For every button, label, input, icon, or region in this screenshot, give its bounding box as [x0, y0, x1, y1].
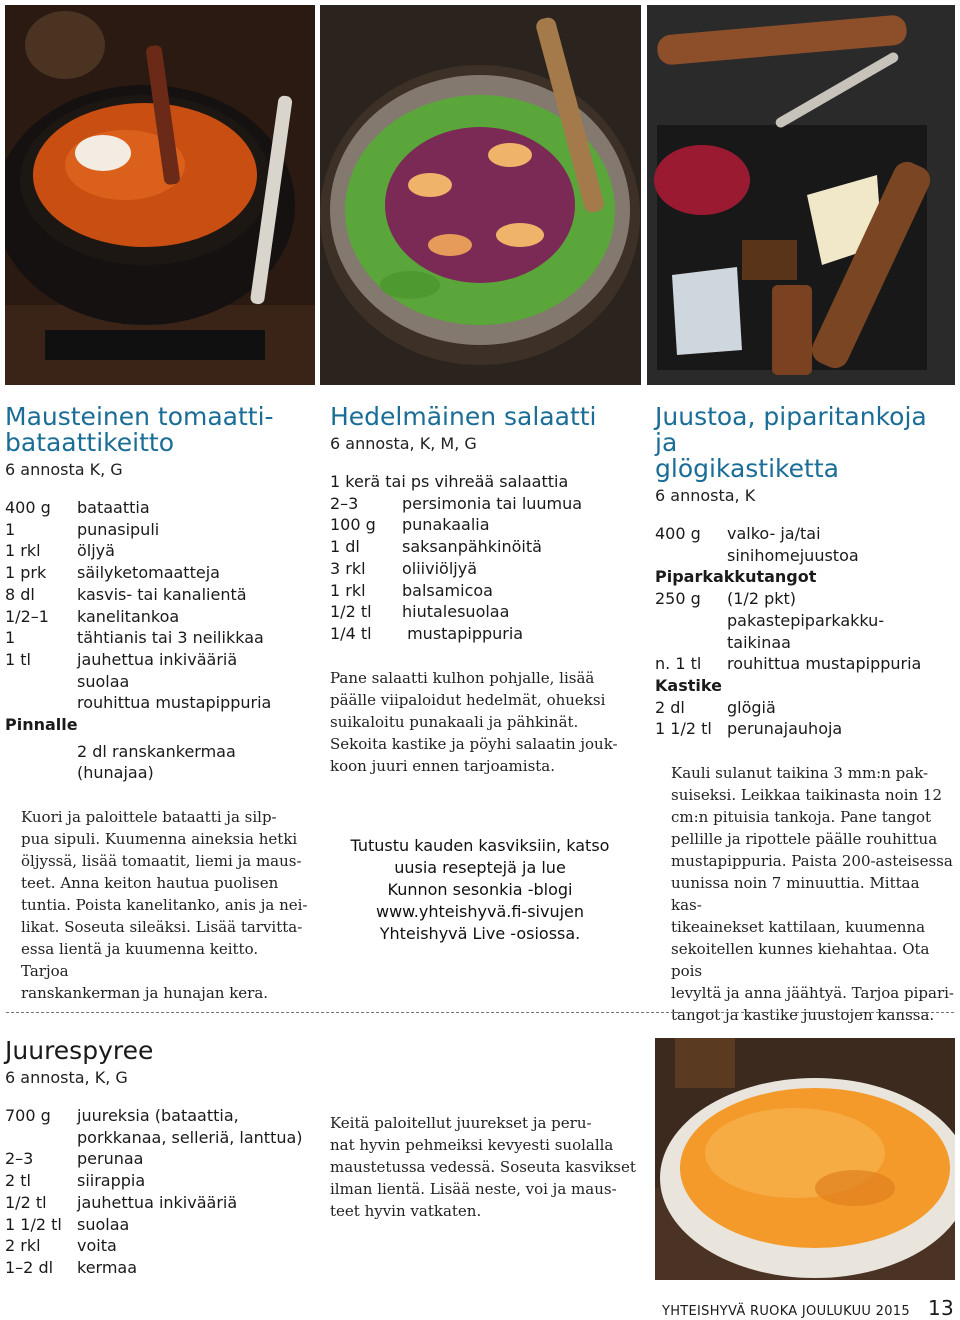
title-line: glögikastiketta — [655, 454, 839, 483]
ingredient-row: porkkanaa, selleriä, lanttua) — [77, 1127, 303, 1147]
ingredient-list — [5, 497, 271, 714]
ingredient-row: 400 g valko- ja/tai sinihomejuustoa — [655, 524, 859, 565]
tip-box: Tutustu kauden kasviksiin, katso uusia reseptejä ja lue Kunnon sesonkia -blogi www.yhteishyvä.fi-sivujen Yhteishyvä Live -osiossa. — [350, 835, 610, 943]
method-text: Kauli sulanut taikina 3 mm:n pak- suiseksi. Leikkaa taikinasta noin 12 cm:n pituisia tankoja. Pane tangot pellille ja ripottele päälle rouhittua mustapippuria. Paista 200-asteisessa uunissa noin 7 minuuttia. Mittaa kas- tikeainekset kattilaan, kuumenna sekoitellen kunnes kiehahtaa. Ota pois levyltä ja anna jäähtyä. Tarjoa pipari- tangot ja kastike juustojen kanssa. — [671, 764, 955, 1025]
ingredient-row: rouhittua mustapippuria — [77, 693, 272, 713]
ingredient-row: 700 g juureksia (bataattia, — [5, 1106, 239, 1125]
method-text: Keitä paloitellut juurekset ja peru- nat hyvin pehmeiksi kevyesti suolalla maustetussa vedessä. Soseuta kasvikset ilman lientä. Lisää neste, voi ja maus- teet hyvin vatkaten. — [330, 1114, 636, 1220]
recipe-title — [330, 404, 630, 430]
ingredient-row: 1 prk säilyketomaatteja — [5, 563, 220, 583]
ingredient-row: 1 punasipuli — [5, 519, 160, 539]
ingredient-row: 2 rkl voita — [5, 1236, 117, 1256]
section-heading: Kastike — [655, 675, 722, 695]
ingredient-row: 2 dl ranskankermaa — [77, 741, 236, 761]
ingredient-row: (hunajaa) — [77, 763, 154, 783]
ingredient-row: 8 dl kasvis- tai kanalientä — [5, 584, 247, 604]
section-heading: Pinnalle — [5, 715, 78, 735]
ingredient-list — [5, 1105, 303, 1279]
title-line: Juustoa, piparitankoja ja — [655, 402, 927, 457]
ingredient-row: suolaa — [77, 671, 130, 691]
ingredient-row: 1 1/2 tl perunajauhoja — [655, 719, 843, 739]
ingredient-row: 1/2 tl hiutalesuolaa — [330, 602, 510, 622]
title-line: Juurespyree — [5, 1036, 154, 1065]
recipe-title — [5, 1038, 315, 1064]
ingredient-list — [655, 523, 955, 740]
ingredient-row: 2 dl glögiä — [655, 697, 776, 717]
website-link[interactable]: www.yhteishyvä.fi-sivujen — [375, 901, 585, 921]
ingredient-row: 1/2 tl jauhettua inkivääriä — [5, 1192, 238, 1212]
ingredient-row: taikinaa — [727, 632, 791, 652]
ingredient-row: 1 1/2 tl suolaa — [5, 1214, 130, 1234]
ingredient-row: 3 rkl oliiviöljyä — [330, 558, 477, 578]
ingredient-row: 100 g punakaalia — [330, 515, 490, 535]
soup-photo — [5, 5, 315, 385]
ingredient-row: 1 dl saksanpähkinöitä — [330, 537, 542, 557]
recipe-subtitle: 6 annosta K, G — [5, 460, 123, 479]
title-line: Hedelmäinen salaatti — [330, 402, 597, 431]
ingredient-row: 2–3 perunaa — [5, 1149, 144, 1169]
magazine-name: YHTEISHYVÄ RUOKA JOULUKUU 2015 — [661, 1304, 910, 1319]
section-divider — [6, 1012, 954, 1013]
ingredient-row: 400 g bataattia — [5, 498, 150, 517]
ingredient-list — [330, 493, 582, 645]
ingredient-row: 1 rkl balsamicoa — [330, 580, 493, 600]
recipe-subtitle: 6 annosta, K — [655, 486, 756, 505]
ingredient-line: 1 kerä tai ps vihreää salaattia — [330, 472, 569, 491]
ingredient-row: n. 1 tl rouhittua mustapippuria — [655, 654, 922, 674]
recipe-cheese — [655, 404, 955, 1026]
recipe-title — [5, 404, 310, 456]
recipe-subtitle: 6 annosta, K, M, G — [330, 434, 477, 453]
recipe-soup — [5, 404, 310, 1004]
recipe-title — [655, 404, 955, 482]
ingredient-row: 1/2–1 kanelitankoa — [5, 606, 180, 626]
recipe-subtitle: 6 annosta, K, G — [5, 1068, 128, 1087]
section-heading: Piparkakkutangot — [655, 567, 817, 587]
page-number: 13 — [927, 1296, 954, 1320]
ingredient-row: 1 rkl öljyä — [5, 541, 115, 561]
page-footer — [662, 1296, 954, 1320]
recipe-salad — [330, 404, 630, 945]
cheese-photo — [647, 5, 955, 385]
ingredient-row: 2–3 persimonia tai luumua — [330, 493, 583, 513]
salad-photo — [320, 5, 641, 385]
ingredient-row: 1–2 dl kermaa — [5, 1257, 138, 1277]
ingredient-row: 250 g (1/2 pkt) pakastepiparkakku- — [655, 589, 885, 630]
title-line: Mausteinen tomaatti- — [5, 402, 274, 431]
recipe-puree — [5, 1038, 315, 1279]
method-text: Kuori ja paloittele bataatti ja silp- pua sipuli. Kuumenna aineksia hetki öljyssä, lisää tomaatit, liemi ja maus- teet. Anna keiton hautua puolisen tuntia. Poista kanelitanko, anis ja nei- likat. Soseuta sileäksi. Lisää tarvitta- essa lientä ja kuumenna keitto. Tarjoa ranskankerman ja hunajan kera. — [21, 808, 308, 1003]
ingredient-list — [5, 741, 236, 784]
ingredient-row: 2 tl siirappia — [5, 1171, 146, 1191]
ingredient-row: 1 tl jauhettua inkivääriä — [5, 649, 238, 669]
ingredient-row: 1 tähtianis tai 3 neilikkaa — [5, 628, 264, 648]
puree-photo — [655, 1038, 955, 1280]
title-line: bataattikeitto — [5, 428, 174, 457]
ingredient-row: 1/4 tl mustapippuria — [330, 623, 524, 643]
method-text: Pane salaatti kulhon pohjalle, lisää päälle viipaloidut hedelmät, ohueksi suikaloitu punakaali ja pähkinät. Sekoita kastike ja pöyhi salaatin jouk- koon juuri ennen tarjoamista. — [330, 668, 618, 775]
